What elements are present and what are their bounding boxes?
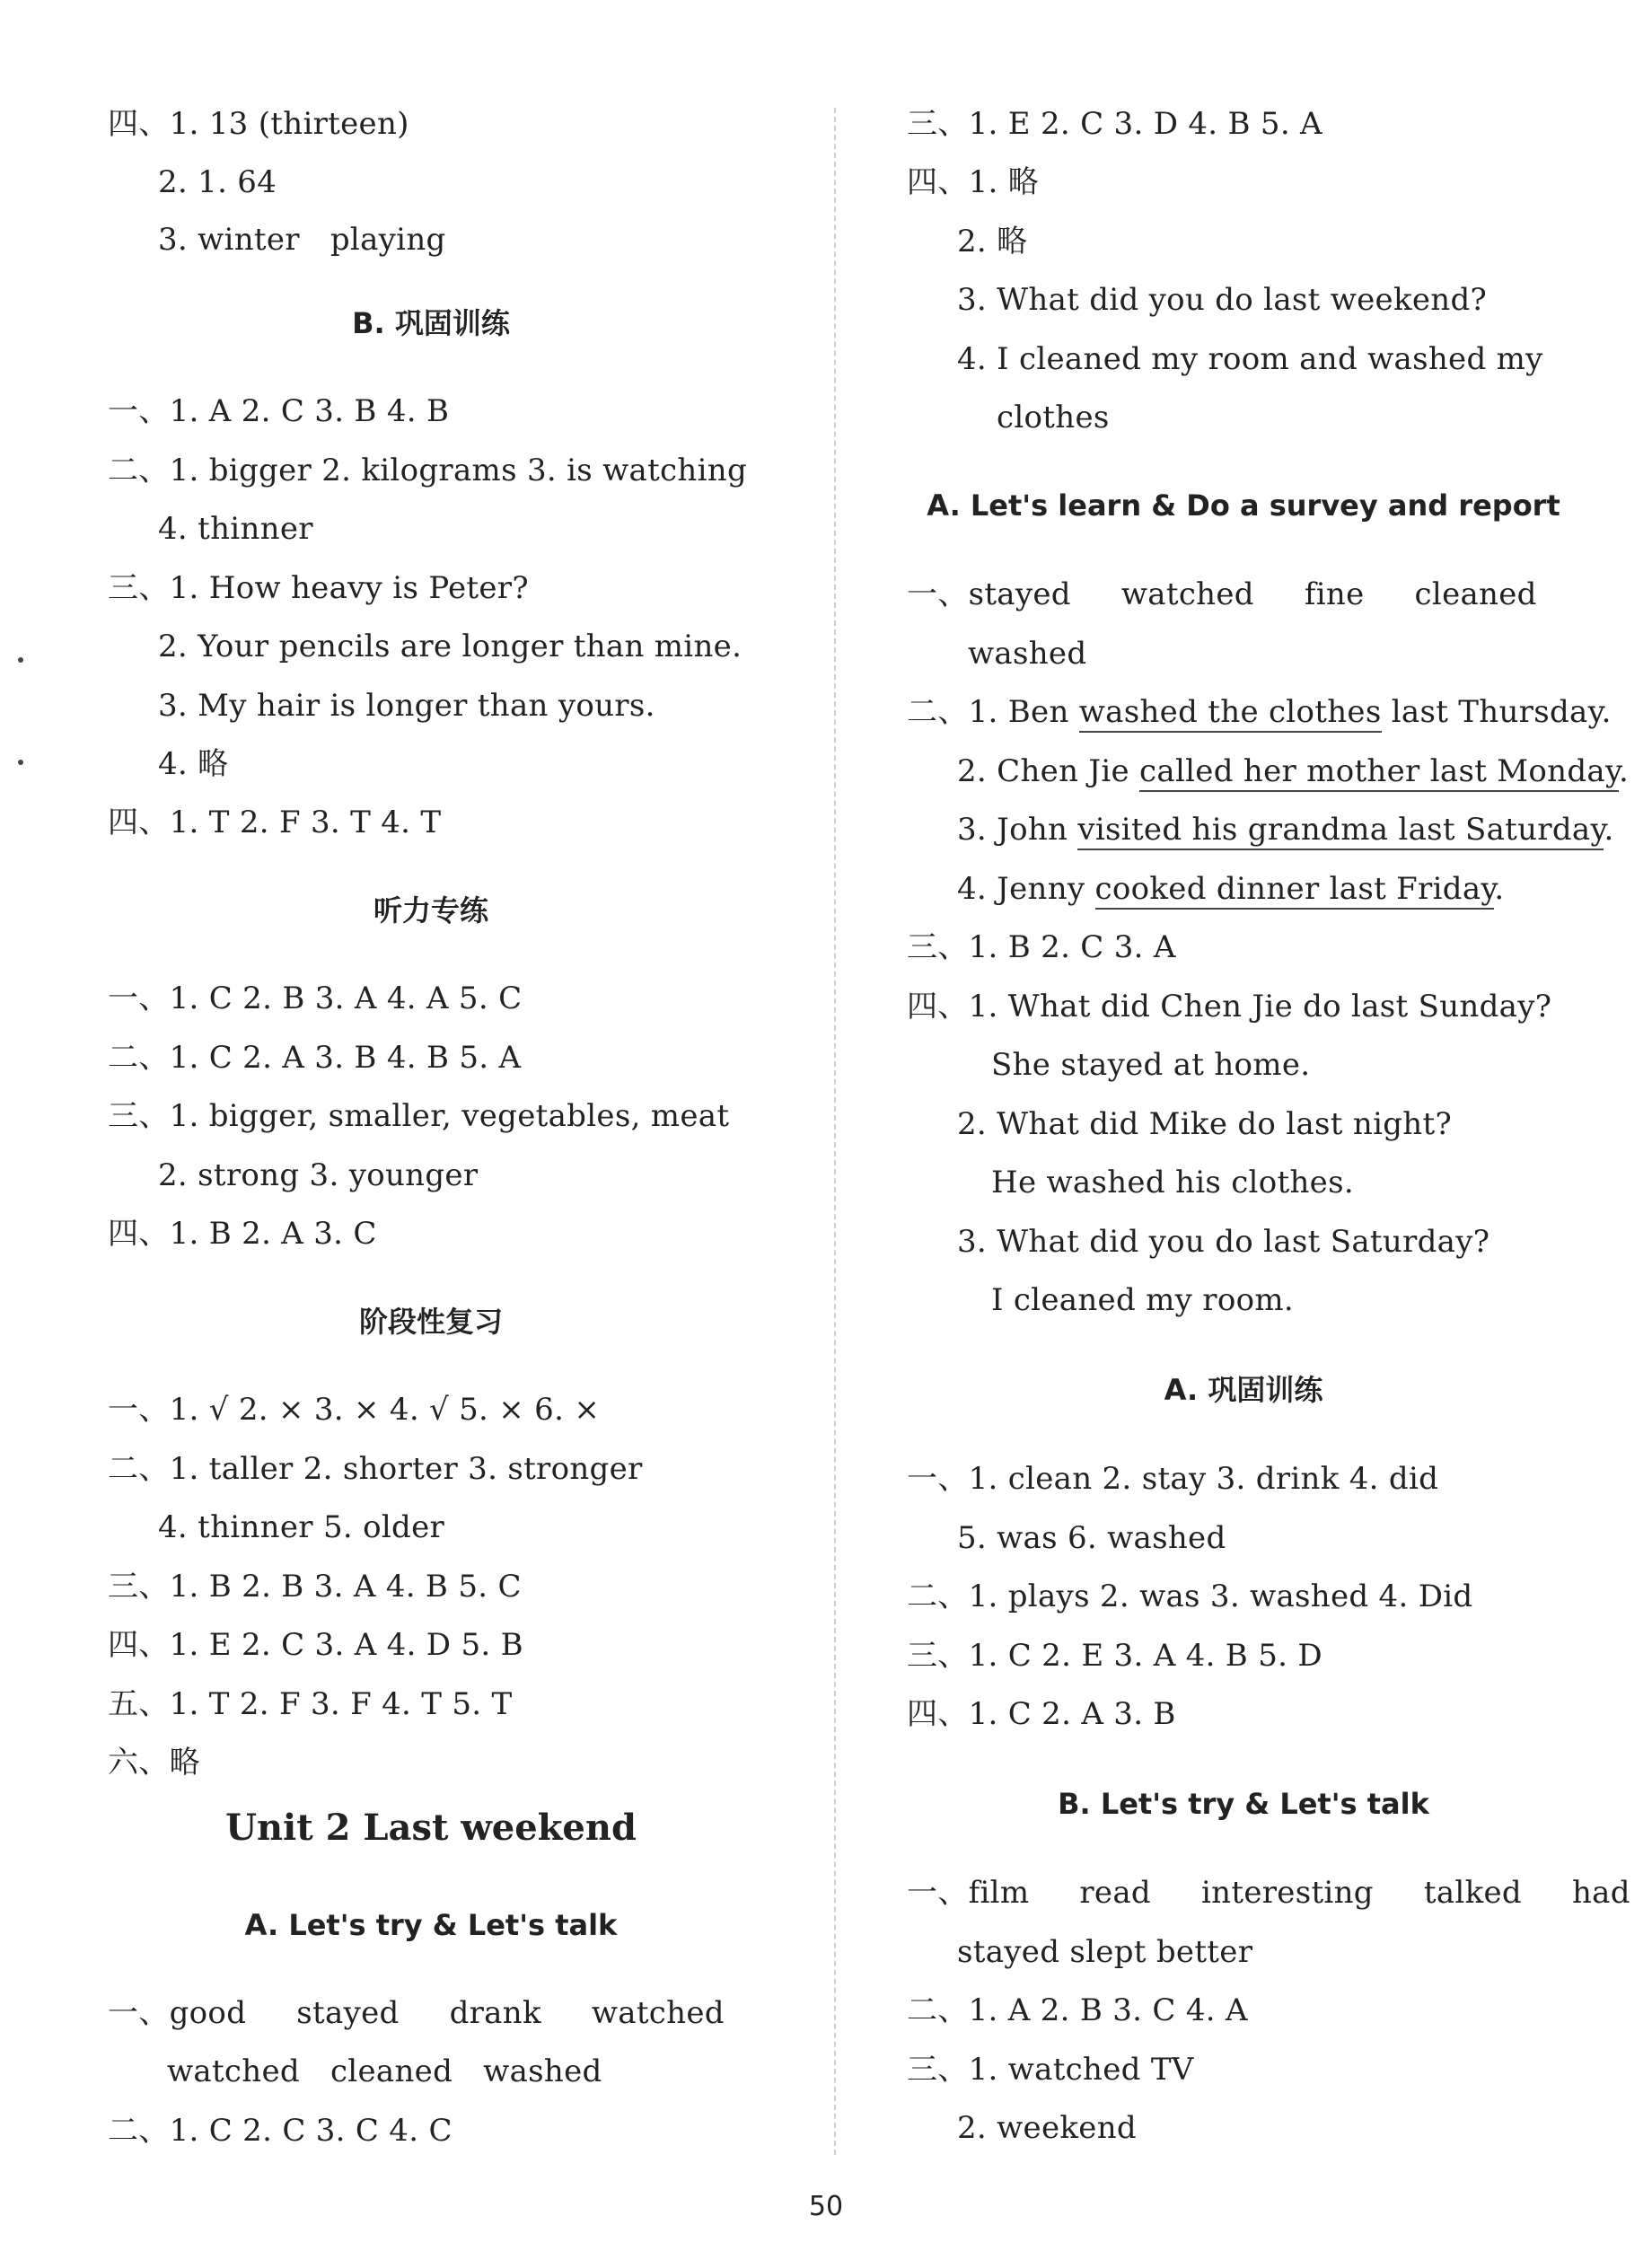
answer-line: washed: [968, 636, 1087, 672]
answer-line: He washed his clothes.: [991, 1165, 1354, 1200]
sentence-part: .: [1619, 753, 1630, 789]
answer-word: drank: [449, 1995, 541, 2031]
answer-line: 一、1. clean 2. stay 3. drink 4. did: [907, 1461, 1439, 1497]
answer-line: 三、1. C 2. E 3. A 4. B 5. D: [907, 1638, 1322, 1674]
answer-line: 四、1. B 2. A 3. C: [108, 1216, 377, 1252]
section-heading: 阶段性复习: [358, 1305, 503, 1339]
answer-line: 4. thinner: [158, 511, 313, 547]
answer-word: 一、stayed: [907, 576, 1071, 612]
answer-line: 六、略: [108, 1745, 200, 1781]
answer-line: [907, 692, 1612, 732]
answer-word: stayed: [296, 1995, 400, 2031]
answer-line: 三、1. watched TV: [907, 2052, 1194, 2088]
answer-word: playing: [330, 222, 446, 258]
answer-line: [158, 220, 446, 259]
answer-line: She stayed at home.: [991, 1047, 1311, 1083]
margin-dot: [18, 657, 23, 663]
answer-word: interesting: [1200, 1875, 1374, 1911]
answer-line: 4. 略: [158, 746, 229, 782]
answer-line: 3. What did you do last weekend?: [957, 282, 1488, 318]
answer-word: 一、film: [907, 1875, 1030, 1911]
answer-word: washed: [483, 2053, 602, 2089]
answer-word: cleaned: [1414, 576, 1537, 612]
answer-line: 四、1. E 2. C 3. A 4. D 5. B: [108, 1627, 523, 1663]
answer-word: watched: [167, 2053, 300, 2089]
page-number: 50: [808, 2191, 844, 2222]
answer-line: 四、1. 13 (thirteen): [108, 106, 409, 142]
sentence-part: 4. Jenny: [957, 871, 1095, 907]
answer-line: 4. thinner 5. older: [158, 1509, 445, 1545]
answer-line: 四、1. What did Chen Jie do last Sunday?: [907, 989, 1552, 1024]
sentence-part: last Thursday.: [1381, 694, 1612, 730]
answer-line: 一、1. A 2. C 3. B 4. B: [108, 393, 450, 429]
answer-line: 一、1. √ 2. × 3. × 4. √ 5. × 6. ×: [108, 1392, 601, 1428]
answer-line: [907, 1873, 1630, 1913]
section-heading: B. Let's try & Let's talk: [1058, 1787, 1429, 1821]
answer-line: 一、1. C 2. B 3. A 4. A 5. C: [108, 981, 523, 1016]
sentence-part: 2. Chen Jie: [957, 753, 1140, 789]
answer-word: watched: [1120, 576, 1254, 612]
answer-line: [167, 2052, 602, 2091]
answer-line: [907, 575, 1537, 614]
answer-line: stayed slept better: [957, 1934, 1253, 1970]
answer-line: I cleaned my room.: [991, 1282, 1295, 1318]
underlined-answer: cooked dinner last Friday: [1095, 871, 1495, 910]
answer-line: 三、1. B 2. C 3. A: [907, 929, 1176, 965]
answer-line: 二、1. C 2. A 3. B 4. B 5. A: [108, 1040, 522, 1076]
answer-line: 2. What did Mike do last night?: [957, 1106, 1452, 1142]
answer-line: 5. was 6. washed: [957, 1520, 1226, 1556]
section-heading: A. Let's learn & Do a survey and report: [927, 488, 1560, 523]
answer-line: 2. 略: [957, 224, 1028, 259]
answer-word: had: [1571, 1875, 1630, 1911]
answer-line: 2. strong 3. younger: [158, 1157, 479, 1193]
unit-title: Unit 2 Last weekend: [225, 1807, 637, 1849]
answer-word: 一、good: [108, 1995, 247, 2031]
section-heading: A. 巩固训练: [1164, 1373, 1323, 1407]
underlined-answer: called her mother last Monday: [1139, 753, 1619, 792]
answer-line: 二、1. plays 2. was 3. washed 4. Did: [907, 1578, 1473, 1614]
answer-line: 四、1. 略: [907, 164, 1040, 200]
answer-line: 四、1. T 2. F 3. T 4. T: [108, 805, 442, 840]
answer-line: 五、1. T 2. F 3. F 4. T 5. T: [108, 1686, 513, 1722]
answer-line: 2. Your pencils are longer than mine.: [158, 629, 743, 664]
margin-dot: [18, 760, 23, 765]
answer-word: read: [1079, 1875, 1151, 1911]
answer-line: 三、1. E 2. C 3. D 4. B 5. A: [907, 106, 1322, 142]
answer-word: watched: [591, 1995, 725, 2031]
section-heading: B. 巩固训练: [352, 306, 510, 340]
answer-line: 三、1. B 2. B 3. A 4. B 5. C: [108, 1569, 522, 1605]
section-heading: A. Let's try & Let's talk: [244, 1908, 618, 1942]
answer-word: fine: [1304, 576, 1365, 612]
underlined-answer: visited his grandma last Saturday: [1077, 812, 1604, 850]
section-heading: 听力专练: [373, 893, 488, 928]
answer-line: 4. I cleaned my room and washed my: [957, 341, 1543, 377]
answer-line: [957, 810, 1614, 849]
sentence-part: 二、1. Ben: [907, 694, 1079, 730]
sentence-part: .: [1604, 812, 1614, 848]
answer-line: 三、1. How heavy is Peter?: [108, 570, 529, 606]
answer-word: cleaned: [330, 2053, 453, 2089]
answer-line: 二、1. C 2. C 3. C 4. C: [108, 2113, 453, 2149]
answer-line: 3. My hair is longer than yours.: [158, 688, 655, 724]
answer-line: [957, 869, 1505, 909]
answer-line: 2. weekend: [957, 2110, 1137, 2146]
sentence-part: 3. John: [957, 812, 1078, 848]
answer-line: [108, 1993, 725, 2033]
sentence-part: .: [1494, 871, 1505, 907]
answer-line: 2. 1. 64: [158, 164, 277, 200]
answer-line: clothes: [997, 400, 1110, 435]
answer-line: 二、1. bigger 2. kilograms 3. is watching: [108, 453, 748, 488]
answer-line: 二、1. A 2. B 3. C 4. A: [907, 1992, 1248, 2028]
answer-line: 3. What did you do last Saturday?: [957, 1224, 1490, 1260]
answer-word: talked: [1423, 1875, 1522, 1911]
underlined-answer: washed the clothes: [1079, 694, 1382, 733]
answer-word: 3. winter: [158, 222, 300, 258]
answer-line: [957, 752, 1629, 791]
answer-line: 三、1. bigger, smaller, vegetables, meat: [108, 1098, 730, 1134]
answer-line: 四、1. C 2. A 3. B: [907, 1696, 1176, 1732]
answer-line: 二、1. taller 2. shorter 3. stronger: [108, 1451, 643, 1487]
